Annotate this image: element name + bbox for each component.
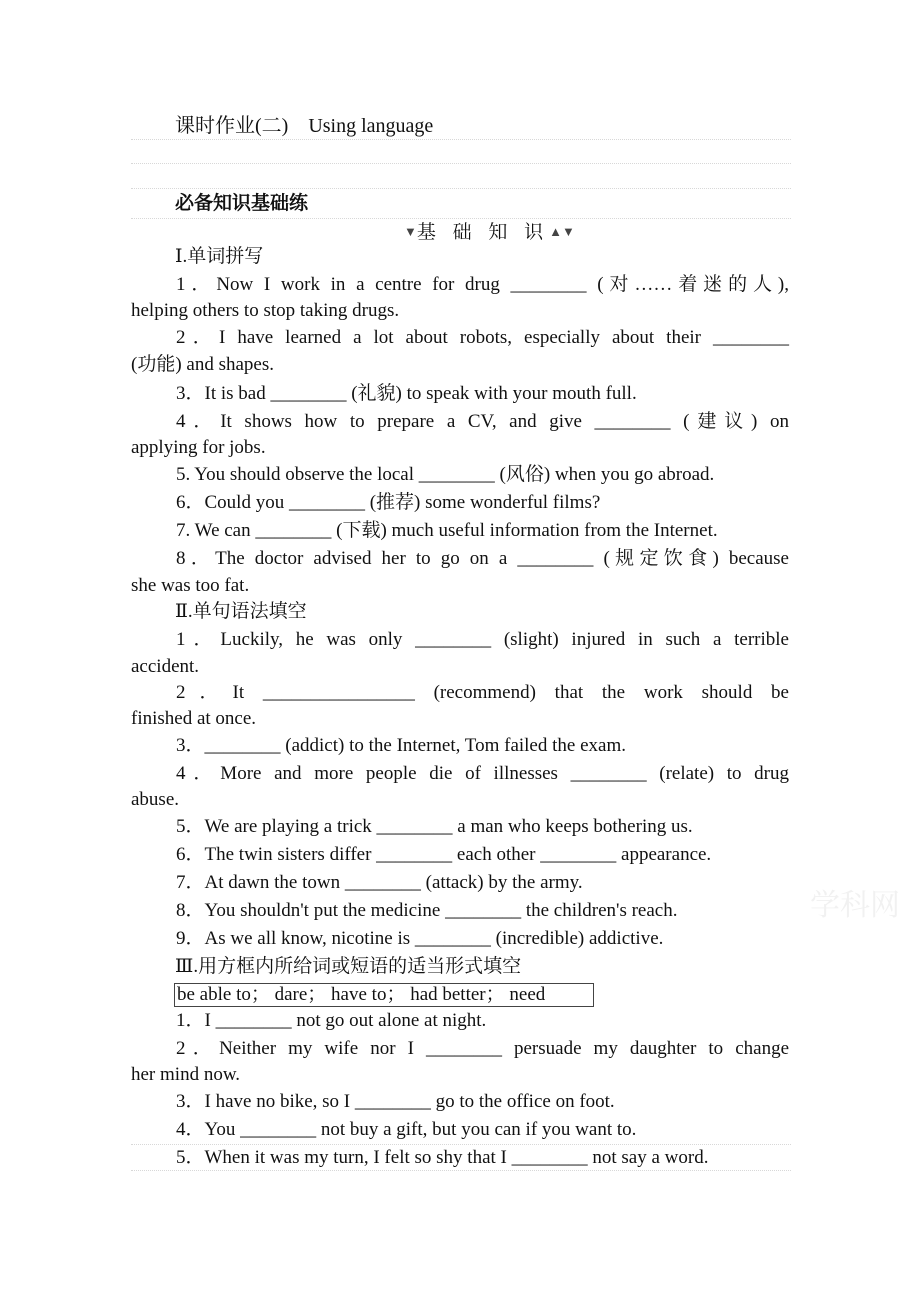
page-title: 课时作业(二) Using language (175, 115, 434, 137)
exercise-line: 2．It ________________ (recommend) that the work should be (176, 682, 789, 703)
part2-heading: Ⅱ.单句语法填空 (175, 601, 307, 622)
exercise-line: 1．Luckily, he was only ________ (slight) injured in such a terrible (176, 629, 789, 650)
exercise-line: 8．You shouldn't put the medicine ________ the children's reach. (176, 900, 678, 921)
exercise-line: 6．The twin sisters differ ________ each other ________ appearance. (176, 844, 712, 865)
exercise-line: 5．When it was my turn, I felt so shy that I ________ not say a word. (176, 1147, 709, 1168)
exercise-line: 3．________ (addict) to the Internet, Tom failed the exam. (176, 735, 626, 756)
exercise-line: 1．Now I work in a centre for drug ________ (对……着迷的人), (176, 274, 789, 295)
exercise-line: 4．More and more people die of illnesses ________ (relate) to drug (176, 763, 789, 784)
exercise-line: abuse. (131, 789, 180, 810)
exercise-line: she was too fat. (131, 575, 250, 596)
exercise-line: 7. We can ________ (下载) much useful information from the Internet. (176, 520, 718, 541)
exercise-line: 9．As we all know, nicotine is ________ (incredible) addictive. (176, 928, 664, 949)
exercise-line: her mind now. (131, 1064, 241, 1085)
part1-heading: Ⅰ.单词拼写 (175, 246, 264, 267)
section-heading: 必备知识基础练 (175, 193, 309, 214)
exercise-line: 5. You should observe the local ________ (风俗) when you go abroad. (176, 464, 715, 485)
exercise-line: 7．At dawn the town ________ (attack) by the army. (176, 872, 583, 893)
section-banner (404, 219, 575, 245)
exercise-line: 6．Could you ________ (推荐) some wonderful films? (176, 492, 601, 513)
exercise-line: 2．I have learned a lot about robots, especially about their ________ (176, 327, 789, 348)
exercise-line: finished at once. (131, 708, 257, 729)
exercise-line: 2．Neither my wife nor I ________ persuade my daughter to change (176, 1038, 789, 1059)
exercise-line: applying for jobs. (131, 437, 266, 458)
exercise-line: 4．You ________ not buy a gift, but you can if you want to. (176, 1119, 637, 1140)
divider (131, 163, 791, 164)
exercise-line: 5．We are playing a trick ________ a man who keeps bothering us. (176, 816, 693, 837)
exercise-line: 8．The doctor advised her to go on a ________ (规定饮食) because (176, 548, 789, 569)
divider (131, 188, 791, 189)
exercise-line: 4．It shows how to prepare a CV, and give ________ (建议) on (176, 411, 789, 432)
triangle-right-icon: ▲▼ (549, 224, 575, 239)
divider (131, 139, 791, 140)
exercise-line: (功能) and shapes. (131, 354, 274, 375)
watermark: 学科网 (810, 888, 900, 923)
part3-heading: Ⅲ.用方框内所给词或短语的适当形式填空 (175, 956, 522, 977)
exercise-line: accident. (131, 656, 200, 677)
banner-text: 基 础 知 识 (416, 222, 550, 243)
exercise-line: 3．It is bad ________ (礼貌) to speak with your mouth full. (176, 383, 637, 404)
exercise-line: helping others to stop taking drugs. (131, 300, 400, 321)
triangle-left-icon: ▼ (404, 224, 417, 239)
exercise-line: 3．I have no bike, so I ________ go to the office on foot. (176, 1091, 615, 1112)
word-box: be able to； dare； have to； had better； need (174, 983, 594, 1007)
exercise-line: 1．I ________ not go out alone at night. (176, 1010, 487, 1031)
